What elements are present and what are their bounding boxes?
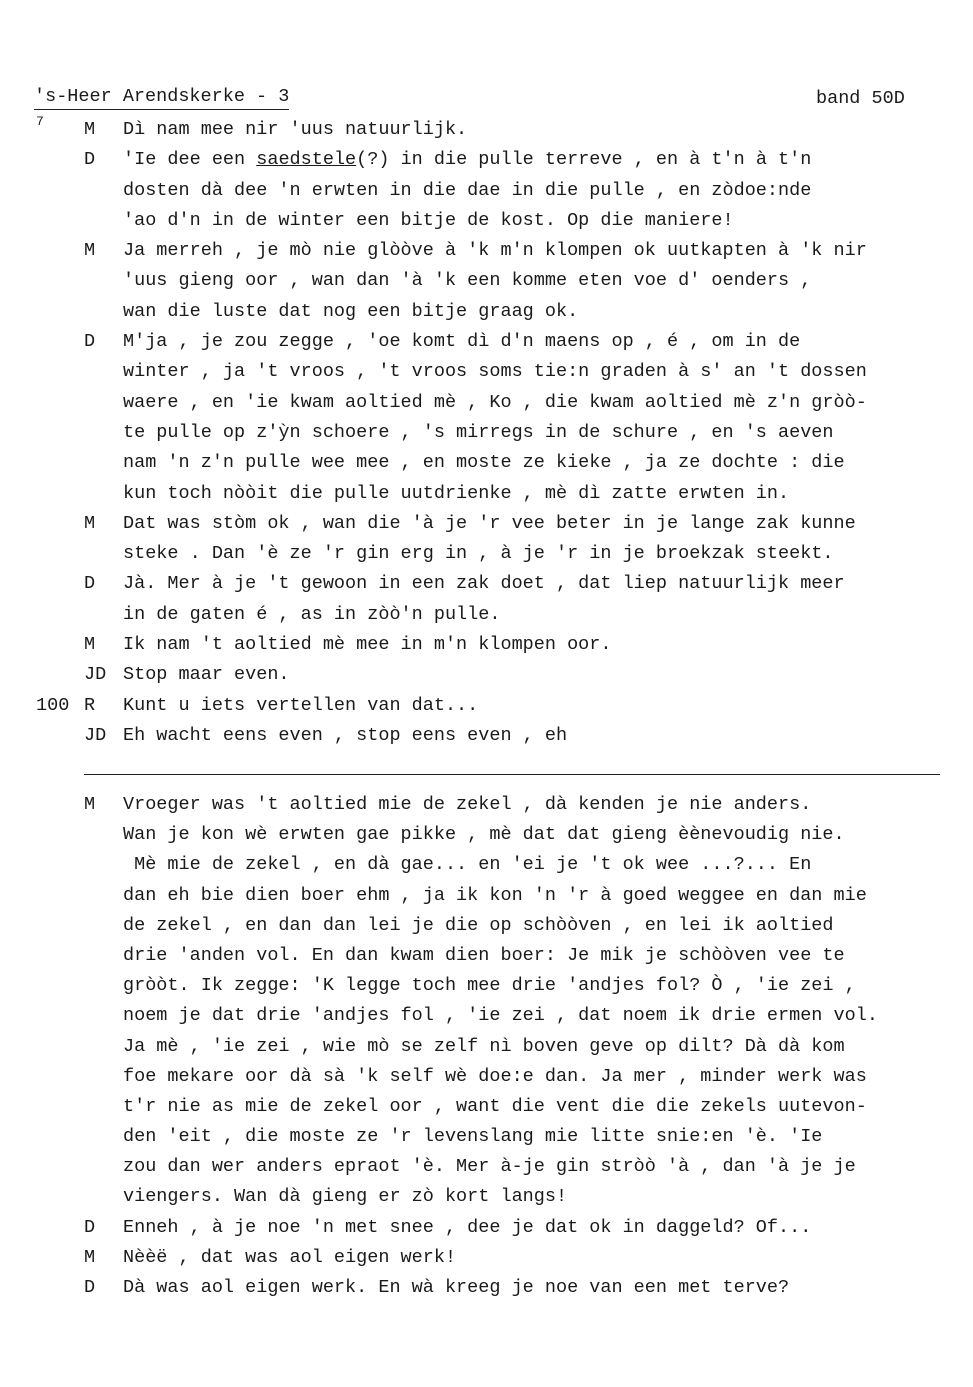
utterance-text: winter , ja 't vroos , 't vroos soms tie:n graden à s' an 't dossen — [123, 361, 867, 383]
speaker-label: JD — [84, 664, 107, 686]
utterance-text: steke . Dan 'è ze 'r gin erg in , à je 'r in je broekzak steekt. — [123, 543, 834, 565]
transcript-line — [0, 1122, 973, 1152]
margin-mark: 7 — [36, 114, 44, 129]
section-divider — [84, 774, 940, 775]
transcript-section-1 — [0, 115, 973, 751]
transcript-line — [0, 539, 973, 569]
utterance-text: dan eh bie dien boer ehm , ja ik kon 'n 'r à goed weggee en dan mie — [123, 884, 867, 906]
transcript-line — [0, 600, 973, 630]
transcript-line — [0, 1001, 973, 1031]
speaker-label: D — [84, 573, 96, 595]
utterance-text: Eh wacht eens even , stop eens even , eh — [123, 724, 568, 746]
utterance-text: 'Ie dee een saedstele(?) in die pulle terreve , en à t'n à t'n — [123, 149, 812, 171]
line-number: 100 — [36, 694, 70, 716]
utterance-text: de zekel , en dan dan lei je die op schòòven , en lei ik aoltied — [123, 914, 834, 936]
utterance-text: Enneh , à je noe 'n met snee , dee je dat ok in daggeld? Of... — [123, 1216, 812, 1238]
transcript-line — [0, 850, 973, 880]
utterance-text: Kunt u iets vertellen van dat... — [123, 694, 479, 716]
transcript-line — [0, 630, 973, 660]
transcript-line — [0, 388, 973, 418]
transcript-line — [0, 911, 973, 941]
utterance-text: den 'eit , die moste ze 'r levenslang mie litte snie:en 'è. 'Ie — [123, 1126, 823, 1148]
transcript-line — [0, 971, 973, 1001]
transcript-line — [0, 1032, 973, 1062]
transcript-line — [0, 266, 973, 296]
speaker-label: R — [84, 694, 96, 716]
transcript-line — [0, 660, 973, 690]
utterance-text: M'ja , je zou zegge , 'oe komt dì d'n maens op , é , om in de — [123, 331, 801, 353]
transcript-line — [0, 1273, 973, 1303]
speaker-label: M — [84, 794, 96, 815]
document-header-title: 's-Heer Arendskerke - 3 — [34, 86, 289, 110]
utterance-text: t'r nie as mie de zekel oor , want die vent die die zekels uutevon- — [123, 1095, 867, 1117]
utterance-text: 'uus gieng oor , wan dan 'à 'k een komme eten voe d' oenders , — [123, 270, 812, 292]
speaker-label: M — [84, 119, 96, 140]
transcript-line — [0, 691, 973, 721]
utterance-text: Vroeger was 't aoltied mie de zekel , dà kenden je nie anders. — [123, 794, 812, 815]
transcript-line — [0, 176, 973, 206]
utterance-text: Ja mè , 'ie zei , wie mò se zelf nì boven geve op dilt? Dà dà kom — [123, 1035, 845, 1057]
transcript-line — [0, 297, 973, 327]
transcript-line — [0, 357, 973, 387]
transcript-line — [0, 881, 973, 911]
transcript-section-2 — [0, 790, 973, 1303]
utterance-text: in de gaten é , as in zòò'n pulle. — [123, 603, 501, 625]
transcript-line — [0, 1182, 973, 1212]
utterance-text: zou dan wer anders epraot 'è. Mer à-je gin stròò 'à , dan 'à je je — [123, 1156, 856, 1178]
utterance-text: waere , en 'ie kwam aoltied mè , Ko , die kwam aoltied mè z'n gròò- — [123, 391, 867, 413]
transcript-line — [0, 418, 973, 448]
utterance-text: wan die luste dat nog een bitje graag ok. — [123, 300, 579, 322]
transcript-line — [0, 1092, 973, 1122]
utterance-text: Ja merreh , je mò nie glòòve à 'k m'n klompen ok uutkapten à 'k nir — [123, 240, 867, 262]
utterance-text: Jà. Mer à je 't gewoon in een zak doet , dat liep natuurlijk meer — [123, 573, 845, 595]
transcript-line — [0, 721, 973, 751]
speaker-label: D — [84, 331, 96, 353]
transcript-line — [0, 479, 973, 509]
transcript-line — [0, 206, 973, 236]
transcript-line — [0, 115, 973, 145]
utterance-text: Nèèë , dat was aol eigen werk! — [123, 1246, 457, 1268]
transcript-line — [0, 1062, 973, 1092]
transcript-line — [0, 448, 973, 478]
utterance-text: kun toch nòòit die pulle uutdrienke , mè dì zatte erwten in. — [123, 482, 790, 504]
transcript-line — [0, 509, 973, 539]
transcript-line — [0, 569, 973, 599]
speaker-label: M — [84, 1246, 96, 1268]
utterance-text: Stop maar even. — [123, 664, 290, 686]
utterance-text: 'ao d'n in de winter een bitje de kost. Op die maniere! — [123, 209, 734, 231]
speaker-label: JD — [84, 724, 107, 746]
speaker-label: M — [84, 240, 96, 262]
underlined-word: saedstele — [256, 149, 357, 171]
transcript-line — [0, 1152, 973, 1182]
utterance-text: Dì nam mee nir 'uus natuurlijk. — [123, 119, 468, 140]
transcript-line — [0, 820, 973, 850]
speaker-label: D — [84, 149, 96, 171]
transcript-line — [0, 327, 973, 357]
transcript-line — [0, 236, 973, 266]
speaker-label: D — [84, 1277, 96, 1298]
utterance-text: viengers. Wan dà gieng er zò kort langs! — [123, 1186, 568, 1208]
transcript-line — [0, 1243, 973, 1273]
transcript-line — [0, 145, 973, 175]
utterance-text: drie 'anden vol. En dan kwam dien boer: Je mik je schòòven vee te — [123, 944, 845, 966]
tape-band-label: band 50D — [816, 88, 905, 109]
transcript-line — [0, 1213, 973, 1243]
utterance-text: nam 'n z'n pulle wee mee , en moste ze kieke , ja ze dochte : die — [123, 452, 845, 474]
utterance-text: gròòt. Ik zegge: 'K legge toch mee drie 'andjes fol? Ò , 'ie zei , — [123, 975, 856, 997]
speaker-label: D — [84, 1216, 96, 1238]
speaker-label: M — [84, 512, 96, 534]
speaker-label: M — [84, 634, 96, 656]
utterance-text: te pulle op z'ỳn schoere , 's mirregs in de schure , en 's aeven — [123, 421, 834, 443]
utterance-text: Dat was stòm ok , wan die 'à je 'r vee beter in je lange zak kunne — [123, 512, 856, 534]
transcript-line — [0, 941, 973, 971]
utterance-text: Dà was aol eigen werk. En wà kreeg je noe van een met terve? — [123, 1277, 790, 1298]
utterance-text: noem je dat drie 'andjes fol , 'ie zei , dat noem ik drie ermen vol. — [123, 1005, 878, 1027]
utterance-text: Wan je kon wè erwten gae pikke , mè dat dat gieng èènevoudig nie. — [123, 824, 845, 846]
utterance-text: foe mekare oor dà sà 'k self wè doe:e dan. Ja mer , minder werk was — [123, 1065, 867, 1087]
utterance-text: Ik nam 't aoltied mè mee in m'n klompen oor. — [123, 634, 612, 656]
utterance-text: dosten dà dee 'n erwten in die dae in die pulle , en zòdoe:nde — [123, 179, 812, 201]
transcript-line — [0, 790, 973, 820]
utterance-text: Mè mie de zekel , en dà gae... en 'ei je 't ok wee ...?... En — [123, 854, 812, 876]
